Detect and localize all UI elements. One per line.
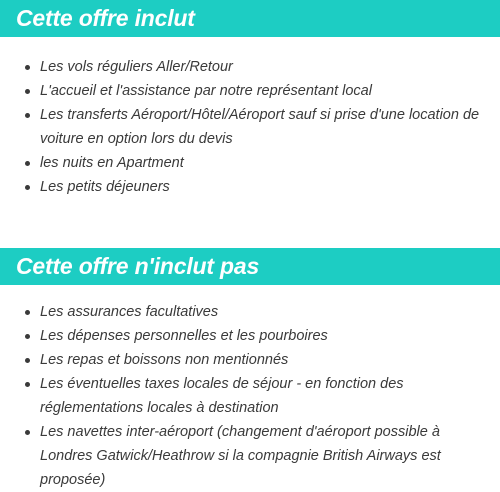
- list-item: [0, 79, 500, 103]
- list-item: [0, 175, 500, 199]
- list-item: [0, 372, 500, 420]
- bullet-icon: [25, 161, 30, 166]
- included-banner: [0, 0, 500, 37]
- excluded-list: [0, 300, 500, 492]
- list-item: [0, 103, 500, 151]
- excluded-banner: [0, 248, 500, 285]
- excluded-section: [0, 248, 500, 492]
- list-item-text: Les navettes inter-aéroport (changement d'aéroport possible à Londres Gatwick/Heathrow si la compagnie British Airways est proposée): [40, 424, 441, 488]
- included-title: Cette offre inclut: [16, 5, 195, 31]
- bullet-icon: [25, 430, 30, 435]
- list-item-text: Les éventuelles taxes locales de séjour - en fonction des réglementations locales à destination: [40, 376, 404, 416]
- list-item: [0, 55, 500, 79]
- list-item: [0, 348, 500, 372]
- bullet-icon: [25, 89, 30, 94]
- bullet-icon: [25, 334, 30, 339]
- bullet-icon: [25, 382, 30, 387]
- list-item-text: Les dépenses personnelles et les pourboires: [40, 328, 328, 344]
- bullet-icon: [25, 185, 30, 190]
- list-item-text: Les vols réguliers Aller/Retour: [40, 59, 233, 75]
- bullet-icon: [25, 65, 30, 70]
- list-item-text: Les petits déjeuners: [40, 179, 170, 195]
- bullet-icon: [25, 310, 30, 315]
- included-section: [0, 0, 500, 199]
- list-item: [0, 324, 500, 348]
- bullet-icon: [25, 113, 30, 118]
- list-item-text: Les repas et boissons non mentionnés: [40, 352, 289, 368]
- included-list: [0, 55, 500, 199]
- list-item: [0, 300, 500, 324]
- excluded-title: Cette offre n'inclut pas: [16, 253, 260, 279]
- list-item-text: Les transferts Aéroport/Hôtel/Aéroport sauf si prise d'une location de voiture en option lors du devis: [40, 107, 480, 147]
- list-item-text: Les assurances facultatives: [40, 304, 219, 320]
- list-item: [0, 151, 500, 175]
- bullet-icon: [25, 358, 30, 363]
- list-item: [0, 420, 500, 492]
- list-item-text: L'accueil et l'assistance par notre représentant local: [40, 83, 372, 99]
- list-item-text: les nuits en Apartment: [40, 155, 184, 171]
